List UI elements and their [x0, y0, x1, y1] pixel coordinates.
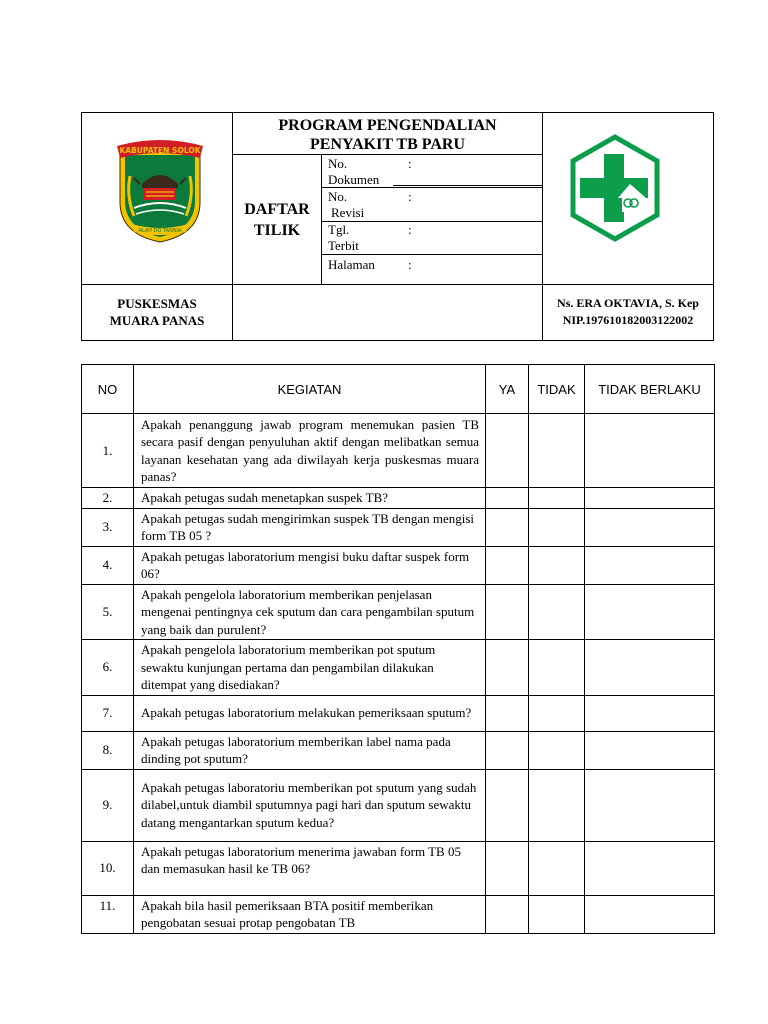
answer-tidak-berlaku-cell[interactable]: [585, 414, 715, 488]
puskesmas-logo: [568, 134, 662, 242]
answer-tidak-cell[interactable]: [529, 841, 585, 895]
row-activity: Apakah petugas laboratoriu memberikan pot sputum yang sudah dilabel,untuk diambil sputumnya pagi hari dan sputum sewaktu datang mengantarkan sputum kedua?: [134, 769, 486, 841]
answer-tidak-berlaku-cell[interactable]: [585, 488, 715, 509]
row-activity: Apakah pengelola laboratorium memberikan pot sputum sewaktu kunjungan pertama dan pengambilan dilakukan ditempat yang disediakan?: [134, 640, 486, 696]
answer-tidak-berlaku-cell[interactable]: [585, 695, 715, 731]
program-title-line2: PENYAKIT TB PARU: [310, 136, 465, 153]
meta-tgl-terbit: [328, 222, 538, 252]
table-row: [82, 546, 715, 584]
row-number: 1.: [82, 414, 134, 488]
answer-tidak-berlaku-cell[interactable]: [585, 640, 715, 696]
table-row: [82, 841, 715, 895]
answer-tidak-cell[interactable]: [529, 584, 585, 640]
row-activity: Apakah petugas laboratorium menerima jawaban form TB 05 dan memasukan hasil ke TB 06?: [134, 841, 486, 895]
signer-block: [543, 295, 713, 329]
answer-ya-cell[interactable]: [486, 841, 529, 895]
meta-value: :: [408, 189, 412, 204]
answer-tidak-berlaku-cell[interactable]: [585, 546, 715, 584]
row-activity: Apakah penanggung jawab program menemukan pasien TB secara pasif dengan penyuluhan aktif dengan melibatkan semua layanan kesehatan yang ada diwilayah kerja puskesmas muara panas?: [134, 414, 486, 488]
row-number: 5.: [82, 584, 134, 640]
program-title-line1: PROGRAM PENGENDALIAN: [278, 117, 497, 134]
row-number: 11.: [82, 895, 134, 933]
answer-tidak-berlaku-cell[interactable]: [585, 731, 715, 769]
document-type-line1: DAFTAR: [244, 201, 310, 218]
answer-tidak-cell[interactable]: [529, 895, 585, 933]
row-activity: Apakah petugas laboratorium melakukan pemeriksaan sputum?: [134, 695, 486, 731]
column-header-ya: YA: [486, 365, 529, 414]
program-title: [233, 116, 542, 154]
answer-tidak-cell[interactable]: [529, 488, 585, 509]
answer-ya-cell[interactable]: [486, 769, 529, 841]
answer-ya-cell[interactable]: [486, 508, 529, 546]
row-number: 9.: [82, 769, 134, 841]
answer-tidak-berlaku-cell[interactable]: [585, 508, 715, 546]
meta-label: No.: [328, 156, 348, 171]
svg-text:ALAH DO TANNIA: ALAH DO TANNIA: [138, 228, 182, 234]
table-row: [82, 508, 715, 546]
table-row: [82, 584, 715, 640]
document-type-line2: TILIK: [253, 222, 301, 239]
row-activity: Apakah petugas laboratorium mengisi buku daftar suspek form 06?: [134, 546, 486, 584]
kabupaten-solok-logo: [112, 136, 208, 244]
answer-tidak-berlaku-cell[interactable]: [585, 841, 715, 895]
table-row: [82, 769, 715, 841]
answer-tidak-berlaku-cell[interactable]: [585, 895, 715, 933]
table-row: [82, 895, 715, 933]
answer-ya-cell[interactable]: [486, 695, 529, 731]
meta-label: No.: [328, 189, 348, 204]
row-number: 6.: [82, 640, 134, 696]
meta-label: Halaman: [328, 257, 375, 272]
column-header-tidak: TIDAK: [529, 365, 585, 414]
meta-label: Terbit: [328, 238, 359, 253]
answer-ya-cell[interactable]: [486, 546, 529, 584]
meta-halaman: [328, 257, 538, 277]
row-activity: Apakah petugas sudah menetapkan suspek TB?: [134, 488, 486, 509]
row-activity: Apakah petugas sudah mengirimkan suspek TB dengan mengisi form TB 05 ?: [134, 508, 486, 546]
checklist-header-row: [82, 365, 715, 414]
row-number: 2.: [82, 488, 134, 509]
facility-name: [82, 295, 232, 329]
row-number: 10.: [82, 841, 134, 895]
answer-ya-cell[interactable]: [486, 414, 529, 488]
row-activity: Apakah bila hasil pemeriksaan BTA positif memberikan pengobatan sesuai protap pengobatan TB: [134, 895, 486, 933]
row-number: 7.: [82, 695, 134, 731]
signer-name: Ns. ERA OKTAVIA, S. Kep: [557, 296, 699, 310]
answer-ya-cell[interactable]: [486, 488, 529, 509]
row-number: 4.: [82, 546, 134, 584]
table-row: [82, 731, 715, 769]
meta-label: Revisi: [331, 205, 365, 220]
svg-text:KABUPATEN SOLOK: KABUPATEN SOLOK: [119, 146, 201, 155]
row-activity: Apakah petugas laboratorium memberikan label nama pada dinding pot sputum?: [134, 731, 486, 769]
answer-ya-cell[interactable]: [486, 895, 529, 933]
meta-label: Dokumen: [328, 172, 380, 187]
answer-ya-cell[interactable]: [486, 640, 529, 696]
row-number: 8.: [82, 731, 134, 769]
row-number: 3.: [82, 508, 134, 546]
facility-name-line1: PUSKESMAS: [117, 296, 197, 311]
answer-ya-cell[interactable]: [486, 731, 529, 769]
table-row: [82, 414, 715, 488]
answer-ya-cell[interactable]: [486, 584, 529, 640]
table-row: [82, 640, 715, 696]
meta-no-dokumen: [328, 156, 538, 186]
facility-name-line2: MUARA PANAS: [109, 313, 205, 328]
meta-no-revisi: [328, 189, 538, 219]
answer-tidak-cell[interactable]: [529, 769, 585, 841]
column-header-tidak-berlaku: TIDAK BERLAKU: [585, 365, 715, 414]
answer-tidak-cell[interactable]: [529, 414, 585, 488]
answer-tidak-berlaku-cell[interactable]: [585, 584, 715, 640]
checklist-table: [81, 364, 715, 934]
answer-tidak-cell[interactable]: [529, 546, 585, 584]
answer-tidak-cell[interactable]: [529, 695, 585, 731]
answer-tidak-berlaku-cell[interactable]: [585, 769, 715, 841]
answer-tidak-cell[interactable]: [529, 731, 585, 769]
row-activity: Apakah pengelola laboratorium memberikan penjelasan mengenai pentingnya cek sputum dan cara pengambilan sputum yang baik dan purulent?: [134, 584, 486, 640]
column-header-kegiatan: KEGIATAN: [134, 365, 486, 414]
document-type: [233, 199, 321, 241]
table-row: [82, 488, 715, 509]
meta-value: :: [408, 257, 412, 272]
meta-value: :: [408, 156, 412, 171]
answer-tidak-cell[interactable]: [529, 508, 585, 546]
signer-nip: NIP.197610182003122002: [562, 313, 694, 327]
column-header-no: NO: [82, 365, 134, 414]
meta-value: :: [408, 222, 412, 237]
meta-label: Tgl.: [328, 222, 350, 237]
answer-tidak-cell[interactable]: [529, 640, 585, 696]
table-row: [82, 695, 715, 731]
